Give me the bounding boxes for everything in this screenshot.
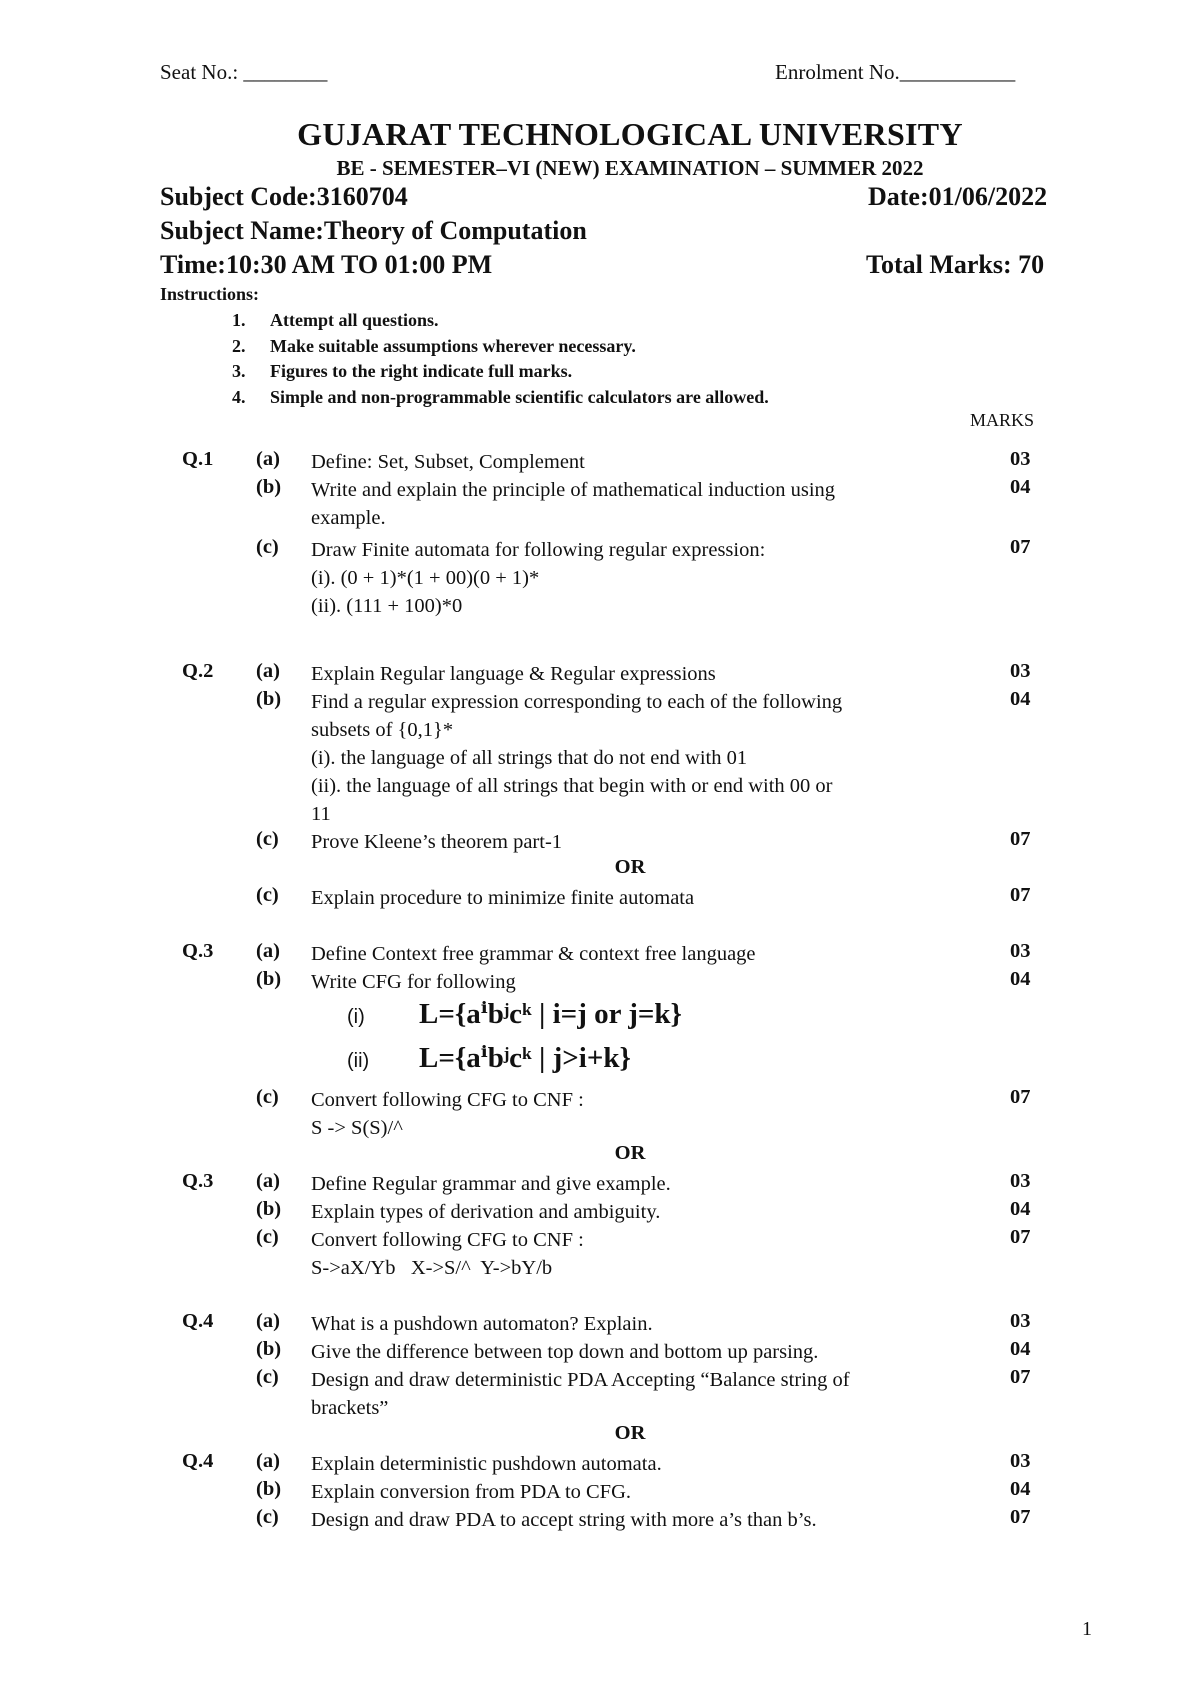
instruction-item: 4. Simple and non-programmable scientific calculators are allowed. (232, 386, 769, 407)
question-text: Give the difference between top down and bottom up parsing. (311, 1341, 819, 1363)
question-marks: 03 (1010, 940, 1031, 962)
subject-name: Subject Name:Theory of Computation (160, 216, 587, 245)
question-label: Q.4 (182, 1310, 214, 1332)
question-text: Draw Finite automata for following regular expression: (i). (0 + 1)*(1 + 00)(0 + 1)* (ii). (111 + 100)*0 (311, 539, 766, 617)
part-label: (b) (256, 1338, 282, 1360)
part-label: (a) (256, 1310, 280, 1332)
instruction-item: 2. Make suitable assumptions wherever necessary. (232, 335, 636, 356)
instructions-list (232, 308, 769, 410)
question-text: Write and explain the principle of mathematical induction using example. (311, 479, 836, 529)
part-label: (c) (256, 1506, 279, 1528)
enrolment-no: Enrolment No.___________ (775, 60, 1016, 84)
question-marks: 04 (1010, 688, 1031, 710)
part-label: (c) (256, 828, 279, 850)
question-marks: 04 (1010, 1338, 1031, 1360)
question-marks: 07 (1010, 1506, 1031, 1528)
marks-heading: MARKS (970, 410, 1035, 430)
question-label: Q.3 (182, 1170, 214, 1192)
cfg-language-ii: (ii) L={aⁱbʲcᵏ | j>i+k} (347, 1042, 631, 1074)
question-text: Define: Set, Subset, Complement (311, 451, 585, 473)
total-marks: Total Marks: 70 (866, 250, 1045, 279)
part-label: (a) (256, 448, 280, 470)
question-text: What is a pushdown automaton? Explain. (311, 1313, 653, 1335)
question-text: Find a regular expression corresponding to each of the following subsets of {0,1}* (i). the language of all strings that do not end with 01 (ii). the language of all strings that begin with or end with 00 or 11 (311, 691, 843, 825)
part-label: (c) (256, 1366, 279, 1388)
question-marks: 07 (1010, 536, 1031, 558)
question-marks: 03 (1010, 1170, 1031, 1192)
question-label: Q.3 (182, 940, 214, 962)
question-text: Define Context free grammar & context free language (311, 943, 756, 965)
question-marks: 04 (1010, 1478, 1031, 1500)
instructions-title: Instructions: (160, 284, 260, 304)
or-separator: OR (614, 1422, 646, 1444)
question-text: Explain deterministic pushdown automata. (311, 1453, 662, 1475)
exam-time: Time:10:30 AM TO 01:00 PM (160, 250, 493, 279)
part-label: (a) (256, 660, 280, 682)
or-separator: OR (614, 856, 646, 878)
part-label: (a) (256, 940, 280, 962)
question-marks: 04 (1010, 1198, 1031, 1220)
part-label: (b) (256, 1198, 282, 1220)
question-text: Design and draw PDA to accept string with more a’s than b’s. (311, 1509, 817, 1531)
question-text: Explain procedure to minimize finite automata (311, 887, 695, 909)
exam-title: BE - SEMESTER–VI (NEW) EXAMINATION – SUMMER 2022 (336, 156, 924, 180)
or-separator: OR (614, 1142, 646, 1164)
part-label: (c) (256, 1226, 279, 1248)
question-label: Q.2 (182, 660, 214, 682)
part-label: (c) (256, 536, 279, 558)
question-text: Convert following CFG to CNF : S->aX/Yb X->S/^ Y->bY/b (311, 1229, 584, 1279)
university-title: GUJARAT TECHNOLOGICAL UNIVERSITY (297, 116, 963, 152)
seat-no: Seat No.: ________ (160, 60, 328, 84)
question-marks: 03 (1010, 660, 1031, 682)
instruction-item: 1. Attempt all questions. (232, 310, 439, 330)
question-text: Explain Regular language & Regular expressions (311, 663, 716, 685)
question-marks: 07 (1010, 1226, 1031, 1248)
question-marks: 04 (1010, 476, 1031, 498)
question-label: Q.4 (182, 1450, 214, 1472)
part-label: (b) (256, 688, 282, 710)
question-marks: 07 (1010, 1086, 1031, 1108)
question-text: Define Regular grammar and give example. (311, 1173, 671, 1195)
part-label: (c) (256, 1086, 279, 1108)
question-text: Prove Kleene’s theorem part-1 (311, 831, 563, 853)
question-text: Convert following CFG to CNF : S -> S(S)/^ (311, 1089, 584, 1139)
question-text: Design and draw deterministic PDA Accepting “Balance string of brackets” (311, 1369, 850, 1419)
question-marks: 03 (1010, 448, 1031, 470)
exam-date: Date:01/06/2022 (868, 182, 1048, 211)
question-text: Explain conversion from PDA to CFG. (311, 1481, 632, 1503)
part-label: (a) (256, 1170, 280, 1192)
question-marks: 04 (1010, 968, 1031, 990)
question-text: Write CFG for following (311, 971, 516, 993)
part-label: (c) (256, 884, 279, 906)
question-marks: 07 (1010, 884, 1031, 906)
question-marks: 03 (1010, 1310, 1031, 1332)
question-marks: 03 (1010, 1450, 1031, 1472)
part-label: (b) (256, 968, 282, 990)
question-text: Explain types of derivation and ambiguity. (311, 1201, 661, 1223)
part-label: (a) (256, 1450, 280, 1472)
page-number: 1 (1082, 1618, 1092, 1640)
subject-code: Subject Code:3160704 (160, 182, 408, 211)
cfg-language-i: (i) L={aⁱbʲcᵏ | i=j or j=k} (347, 998, 682, 1030)
part-label: (b) (256, 476, 282, 498)
part-label: (b) (256, 1478, 282, 1500)
question-marks: 07 (1010, 828, 1031, 850)
question-marks: 07 (1010, 1366, 1031, 1388)
question-label: Q.1 (182, 448, 214, 470)
instruction-item: 3. Figures to the right indicate full marks. (232, 361, 573, 381)
